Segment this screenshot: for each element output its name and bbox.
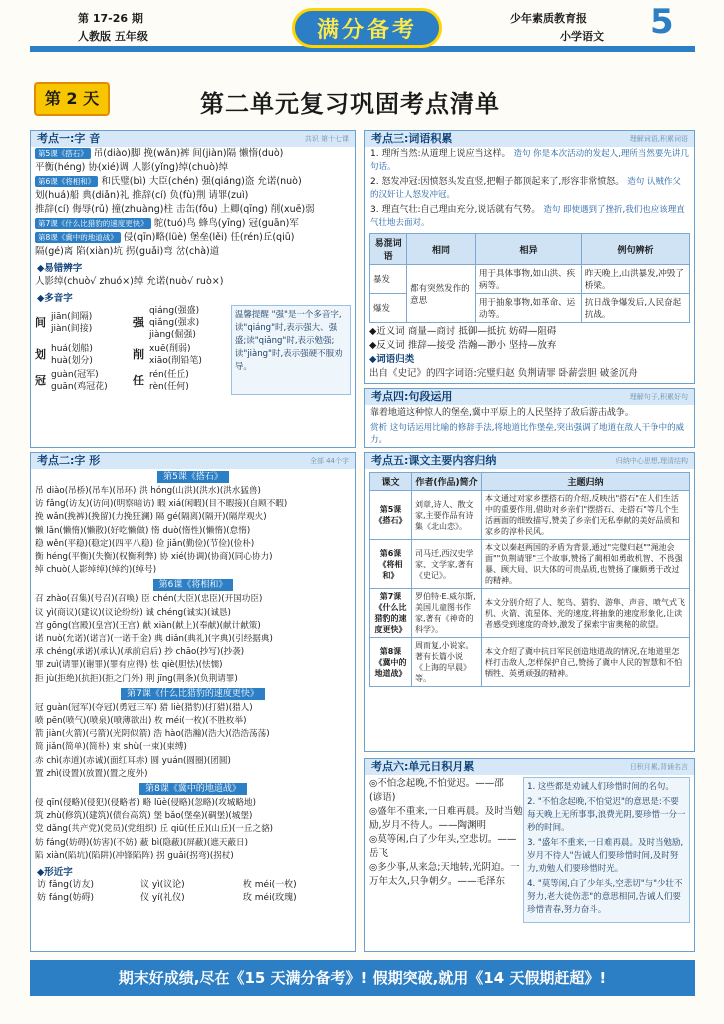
table-row	[370, 540, 690, 589]
similar-char: 议 yì(议论)	[139, 880, 185, 891]
pronunciation-text: 吊(diào)脚 挽(wǎn)裤 间(jiàn)隔 懒惰(duò)	[93, 148, 284, 159]
polyphone-reading: rén(任丘)	[148, 370, 189, 380]
character-line: 赤 chì(赤道)(赤诚)(面红耳赤) 圆 yuán(圆圈)(团圆)	[35, 755, 231, 766]
lesson-name: 第5课《搭石》	[157, 471, 229, 483]
table-cell: 第8课《冀中的地道战》	[370, 638, 412, 687]
quote-note: 3. "盛年不重来,一日难再晨。及时当勉励,岁月不待人"告诫人们要珍惜时间,及时努力,劝勉人们要珍惜时光。	[527, 838, 684, 874]
character-lessons	[31, 471, 355, 863]
polyphone-char: 强	[132, 316, 144, 329]
table-cell: 用于具体事物,如山洪、疾病等。	[475, 265, 581, 294]
confusable-words-table	[369, 233, 690, 323]
character-line: 喷 pēn(喷气)(喷泉)(喷薄欲出) 枚 méi(一枚)(不胜枚举)	[35, 716, 247, 727]
table-cell: 用于抽象事物,如革命、运动等。	[475, 294, 581, 323]
quote-note: 2. "不怕念起晚,不怕觉迟"的意思是:不要每天晚上无所事事,浪费光阴,要珍惜一分一秒的时间。	[527, 797, 686, 833]
table-cell: 本文分别介绍了人、鸵鸟、猎豹、游隼、声音、喷气式飞机、火箭、流星体、光的速度,将抽象的速度形象化,让读者感受到速度的奇妙,激发了探索宇宙奥秘的欲望。	[482, 589, 690, 638]
lesson-header	[31, 471, 355, 483]
table-header-cell: 作者(作品)简介	[412, 473, 482, 491]
vocab-items	[365, 147, 694, 231]
polyphone-reading: xuē(削弱)	[148, 344, 191, 354]
polyphone-reading: qiáng(强盛)	[148, 306, 200, 316]
polyphone-char: 任	[132, 374, 144, 387]
table-cell: 罗伯特·E.威尔斯,美国儿童图书作家,著有《神奇的科学》。	[412, 589, 482, 638]
character-line: 置 zhì(设置)(放置)(置之度外)	[35, 768, 148, 779]
pronunciation-text: 和氏璧(bì) 大臣(chén) 强(qiáng)盗 允诺(nuò)	[101, 176, 302, 187]
lesson-name: 第7课《什么比猎豹的速度更快》	[121, 688, 265, 700]
table-header-cell: 主题归纳	[482, 473, 690, 491]
promo-footer: 期末好成绩,尽在《15 天满分备考》! 假期突破,就用《14 天假期赶超》!	[30, 960, 695, 996]
table-cell: 周而复,小说家。著有长篇小说《上海的早晨》等。	[412, 638, 482, 687]
polyphone-title: ◆多音字	[37, 293, 73, 304]
table-row	[370, 265, 690, 294]
pronunciation-text: 平衡(héng) 协(xié)调 人影(yǐng)绰(chuò)绰	[35, 162, 229, 173]
character-line: 侵 qīn(侵略)(侵犯)(侵略者) 略 lüè(侵略)(忽略)(攻城略地)	[35, 798, 256, 809]
character-line: 陷 xiàn(陷坑)(陷阱)(冲锋陷阵) 拐 guǎi(拐弯)(拐杖)	[35, 850, 234, 861]
polyphone-readings	[51, 343, 93, 367]
polyphone-char: 划	[35, 348, 46, 361]
polyphone-note: 温馨提醒 "强"是一个多音字,读"qiáng"时,表示强大、强盛;读"qiǎng"时,表示勉强;读"jiàng"时,表示强硬不服劝导。	[231, 305, 351, 395]
easy-mistakes-text: 人影绰(chuò√ zhuó×)绰 允诺(nuò√ ruò×)	[35, 276, 224, 287]
quote-line: ◎盛年不重来,一日难再晨。及时当勉励,岁月不待人。——陶渊明	[369, 806, 523, 831]
page-title: 第二单元复习巩固考点清单	[200, 89, 500, 118]
polyphone-char: 间	[35, 316, 46, 329]
pronunciation-text: 推辞(cí) 侮辱(rǔ) 撞(zhuàng)柱 击缶(fǒu) 上卿(qīng) 削(xuē)弱	[35, 204, 315, 215]
character-line: 宫 gōng(宫殿)(皇宫)(王宫) 献 xiàn(献上)(奉献)(献计献策)	[35, 620, 261, 631]
section-header: 考点四:句段运用 理解句子,积累好句	[365, 389, 694, 405]
character-line: 筑 zhù(修筑)(建筑)(债台高筑) 堡 bǎo(堡垒)(碉堡)(城堡)	[35, 811, 253, 822]
sentence-analysis: 赏析 这句话运用比喻的修辞手法,将地道比作堡垒,突出强调了地道在敌人干争中的威力。	[370, 423, 685, 445]
section-pronunciation	[30, 130, 356, 448]
table-header-cell: 相同	[407, 234, 476, 265]
pronunciation-line	[31, 203, 355, 217]
table-row	[370, 638, 690, 687]
polyphone-grid	[35, 305, 231, 395]
pronunciation-line	[31, 189, 355, 203]
pronunciation-line	[31, 147, 355, 161]
character-line: 箭 jiàn(火箭)(弓箭)(光阴似箭) 浩 hào(浩瀚)(浩大)(浩浩荡荡)	[35, 729, 270, 740]
table-cell: 第5课《搭石》	[370, 491, 412, 540]
similar-row	[31, 892, 355, 905]
character-line: 诺 nuò(允诺)(诺言)(一诺千金) 典 diǎn(典礼)(字典)(引经据典)	[35, 634, 273, 645]
character-line: 挽 wǎn(挽裤)(挽留)(力挽狂澜) 隔 gé(隔离)(隔开)(隔岸观火)	[35, 512, 267, 523]
page-number: 5	[650, 2, 674, 42]
antonyms: ◆反义词 推辞—接受 浩瀚—渺小 坚持—放弃	[369, 340, 557, 351]
day-badge: 第 2 天	[34, 82, 110, 116]
polyphone-readings	[149, 343, 202, 367]
newspaper-name: 少年素质教育报	[510, 12, 587, 25]
character-line: 衡 héng(平衡)(失衡)(权衡利弊) 协 xié(协调)(协商)(同心协力)	[35, 552, 273, 563]
polyphone-group	[35, 369, 133, 393]
quote-line: ◎不怕念起晚,不怕觉迟。——邵	[369, 778, 504, 789]
table-header-cell: 例句辨析	[581, 234, 689, 265]
similar-char: 妨 fáng(妨碍)	[37, 893, 94, 904]
vocab-definition: 3. 理直气壮:自己理由充分,说话就有气势。	[370, 205, 541, 215]
lesson-tag: 第5课《搭石》	[35, 148, 91, 159]
lesson-tag: 第8课《冀中的地道战》	[35, 232, 121, 243]
character-line: 懒 lǎn(懒惰)(懒散)(好吃懒做) 惰 duò(惰性)(懒惰)(怠惰)	[35, 525, 251, 536]
polyphone-reading: huá(划船)	[51, 344, 93, 354]
table-header-cell: 易混词语	[370, 234, 407, 265]
quotes-list	[369, 777, 523, 923]
character-line: 绰 chuò(人影绰绰)(绰约)(绰号)	[35, 565, 157, 576]
sentence-text: 靠着地道这种惊人的堡垒,冀中平原上的人民坚持了敌后游击战争。	[370, 408, 634, 418]
table-header-cell: 相异	[475, 234, 581, 265]
quote-line: (谚语)	[369, 792, 396, 803]
polyphone-readings	[51, 369, 108, 393]
character-line: 议 yì(商议)(建议)(议论纷纷) 诚 chéng(诚实)(诚恳)	[35, 607, 231, 618]
edition-label: 人教版 五年级	[78, 30, 148, 43]
similar-row	[31, 879, 355, 892]
character-line: 妨 fáng(妨碍)(妨害)(不妨) 蔽 bì(隐蔽)(屏蔽)(遮天蔽日)	[35, 837, 248, 848]
table-cell: 本文介绍了冀中抗日军民创造地道战的情况,在地道里怎样打击敌人,怎样保护自己,赞扬了冀中人民的智慧和不怕牺牲、英勇顽强的精神。	[482, 638, 690, 687]
character-line: 冠 guàn(冠军)(夺冠)(勇冠三军) 猎 liè(猎豹)(打猎)(猎人)	[35, 702, 253, 713]
section-header: 考点二:字 形 全部 44个字	[31, 453, 355, 469]
pronunciation-line	[31, 175, 355, 189]
lesson-header	[31, 688, 355, 700]
character-line: 访 fǎng(访友)(访问)(明察暗访) 暇 xiá(闲暇)(目不暇接)(自顾不暇)	[35, 499, 288, 510]
synonyms: ◆近义词 商量—商讨 抵御—抵抗 妨碍—阻碍	[369, 326, 557, 337]
table-cell: 暴发	[370, 265, 407, 294]
similar-char: 访 fǎng(访友)	[37, 880, 94, 891]
polyphone-reading: xiāo(削铅笔)	[148, 356, 202, 366]
easy-mistakes-title: ◆易错辨字	[37, 263, 83, 274]
polyphone-reading: qiǎng(强求)	[148, 318, 200, 328]
table-cell: 第6课《将相和》	[370, 540, 412, 589]
quote-line: ◎莫等闲,白了少年头,空悲切。——岳飞	[369, 834, 517, 859]
lesson-header	[31, 579, 355, 591]
pronunciation-line	[31, 161, 355, 175]
series-banner: 满分备考	[292, 8, 442, 48]
pronunciation-line	[31, 217, 355, 231]
vocab-definition: 1. 理所当然:从道理上说应当这样。	[370, 149, 511, 159]
table-cell: 都有突然发作的意思	[407, 265, 476, 323]
character-line: 稳 wěn(平稳)(稳定)(四平八稳) 俭 jiǎn(勤俭)(节俭)(俭朴)	[35, 538, 255, 549]
pronunciation-text: 划(huá)船 典(diǎn)礼 推辞(cí) 负(fù)荆 请罪(zuì)	[35, 190, 249, 201]
table-cell: 本文以秦赵两国的矛盾为背景,通过"完璧归赵""渑池会面""负荆请罪"三个故事,赞扬了蔺相如勇敢机智、不畏强暴、顾大局、识大体的可贵品质,也赞扬了廉颇勇于改过的精神。	[482, 540, 690, 589]
vocab-example: 造句 即使遇到了挫折,我们也应该理直气壮地去面对。	[370, 205, 685, 228]
quote-note: 4. "莫等闲,白了少年头,空悲切"与"少壮不努力,老大徒伤悲"的意思相同,告诫人们要珍惜青春,努力奋斗。	[527, 879, 683, 915]
polyphone-readings	[51, 311, 92, 335]
section-sentence	[364, 388, 695, 448]
table-cell: 刘章,诗人、散文家,主要作品有诗集《北山恋》。	[412, 491, 482, 540]
vocab-example: 造句 认贼作父的汉奸让人怒发冲冠。	[370, 177, 681, 200]
character-line: 罪 zuì(请罪)(谢罪)(罪有应得) 怯 qiè(胆怯)(怯懦)	[35, 660, 223, 671]
lesson-tag: 第7课《什么比猎豹的速度更快》	[35, 218, 151, 229]
table-cell: 昨天晚上,山洪暴发,冲毁了桥梁。	[581, 265, 689, 294]
section-vocabulary	[364, 130, 695, 384]
vocab-item	[365, 203, 694, 231]
polyphone-char: 削	[132, 348, 144, 361]
polyphone-reading: jiàng(倔强)	[148, 330, 196, 340]
character-line: 召 zhào(召集)(号召)(召唤) 臣 chén(大臣)(忠臣)(开国功臣)	[35, 594, 263, 605]
polyphone-group	[133, 343, 231, 367]
polyphone-char: 冠	[35, 374, 46, 387]
polyphone-group	[35, 343, 133, 367]
polyphone-reading: guān(鸡冠花)	[51, 382, 108, 392]
lesson-name: 第8课《冀中的地道战》	[139, 783, 247, 795]
table-row	[370, 589, 690, 638]
subject-label: 小学语文	[560, 30, 604, 43]
similar-chars-grid	[31, 879, 355, 905]
page-header	[0, 0, 724, 74]
quote-line: ◎多少事,从来急;天地转,光阴迫。一万年太久,只争朝夕。——毛泽东	[369, 862, 520, 887]
pronunciation-line	[31, 245, 355, 259]
word-group-title: ◆词语归类	[369, 354, 415, 365]
polyphone-readings	[149, 305, 199, 341]
section-characters	[30, 452, 356, 952]
character-line: 拒 jù(拒绝)(抗拒)(拒之门外) 荆 jīng(荆条)(负荆请罪)	[35, 673, 238, 684]
section-daily-accumulation	[364, 758, 695, 952]
vocab-example: 造句 你是本次活动的发起人,理所当然要先讲几句话。	[370, 149, 689, 172]
vocab-definition: 2. 怒发冲冠:因愤怒头发直竖,把帽子都顶起来了,形容非常愤怒。	[370, 177, 625, 187]
polyphone-group	[35, 305, 133, 341]
issue-number: 第 17-26 期	[78, 12, 143, 25]
similar-chars-title: ◆形近字	[37, 867, 73, 879]
section-header: 考点六:单元日积月累 日积月累,背诵名言	[365, 759, 694, 775]
similar-char: 玫 méi(玫瑰)	[242, 893, 297, 904]
similar-char: 仪 yí(礼仪)	[139, 893, 185, 904]
quotes-notes	[523, 777, 690, 923]
table-header-cell: 课文	[370, 473, 412, 491]
pronunciation-text: 鸵(tuó)鸟 蜂鸟(yīng) 冠(guān)军	[153, 218, 299, 229]
table-cell: 本文通过对家乡摆搭石的介绍,反映出"搭石"在人们生活中的重要作用,借助对乡亲们"摆搭石、走搭石"等几个生活画面的细致描写,赞美了乡亲们无私奉献的美好品质和家乡的淳朴民风。	[482, 491, 690, 540]
similar-char: 枚 méi(一枚)	[242, 880, 297, 891]
character-line: 简 jiǎn(简单)(简朴) 束 shù(一束)(束缚)	[35, 742, 187, 753]
pronunciation-text: 侵(qīn)略(lüè) 堡垒(lěi) 任(rén)丘(qiū)	[123, 232, 295, 243]
polyphone-group	[133, 305, 231, 341]
polyphone-group	[133, 369, 231, 393]
pronunciation-lines	[31, 147, 355, 259]
table-cell: 爆发	[370, 294, 407, 323]
lesson-tag: 第6课《将相和》	[35, 176, 98, 187]
polyphone-reading: rèn(任何)	[148, 382, 189, 392]
section-text-summary	[364, 452, 695, 752]
lesson-name: 第6课《将相和》	[153, 579, 234, 591]
polyphone-reading: huà(划分)	[51, 356, 93, 366]
vocab-item	[365, 147, 694, 175]
polyphone-reading: jiān(间隔)	[51, 312, 93, 322]
text-summary-table	[369, 472, 690, 687]
table-cell: 抗日战争爆发后,人民奋起抗战。	[581, 294, 689, 323]
table-row	[370, 491, 690, 540]
character-line: 党 dǎng(共产党)(党员)(党组织) 丘 qiū(任丘)(山丘)(一丘之貉)	[35, 824, 274, 835]
lesson-header	[31, 783, 355, 795]
section-header: 考点一:字 音 共识 第十七课	[31, 131, 355, 147]
section-header: 考点三:词语积累 理解词语,积累词语	[365, 131, 694, 147]
word-group-text: 出自《史记》的四字词语:完璧归赵 负荆请罪 卧薪尝胆 破釜沉舟	[369, 368, 638, 379]
polyphone-readings	[149, 369, 189, 393]
section-header: 考点五:课文主要内容归纳 归纳中心思想,理清结构	[365, 453, 694, 469]
polyphone-reading: jiàn(间接)	[51, 324, 93, 334]
character-line: 承 chéng(承诺)(承认)(承前启后) 抄 chāo(抄写)(抄袭)	[35, 647, 245, 658]
polyphone-reading: guàn(冠军)	[51, 370, 99, 380]
character-line: 吊 diào(吊桥)(吊车)(吊环) 洪 hóng(山洪)(洪水)(洪水猛兽)	[35, 486, 261, 496]
pronunciation-text: 隔(gé)离 陷(xiàn)坑 拐(guǎi)弯 岔(chà)道	[35, 246, 220, 257]
pronunciation-line	[31, 231, 355, 245]
vocab-item	[365, 175, 694, 203]
quote-note: 1. 这些都是劝诫人们珍惜时间的名句。	[527, 782, 674, 792]
table-cell: 第7课《什么比猎豹的速度更快》	[370, 589, 412, 638]
table-cell: 司马迁,西汉史学家、文学家,著有《史记》。	[412, 540, 482, 589]
